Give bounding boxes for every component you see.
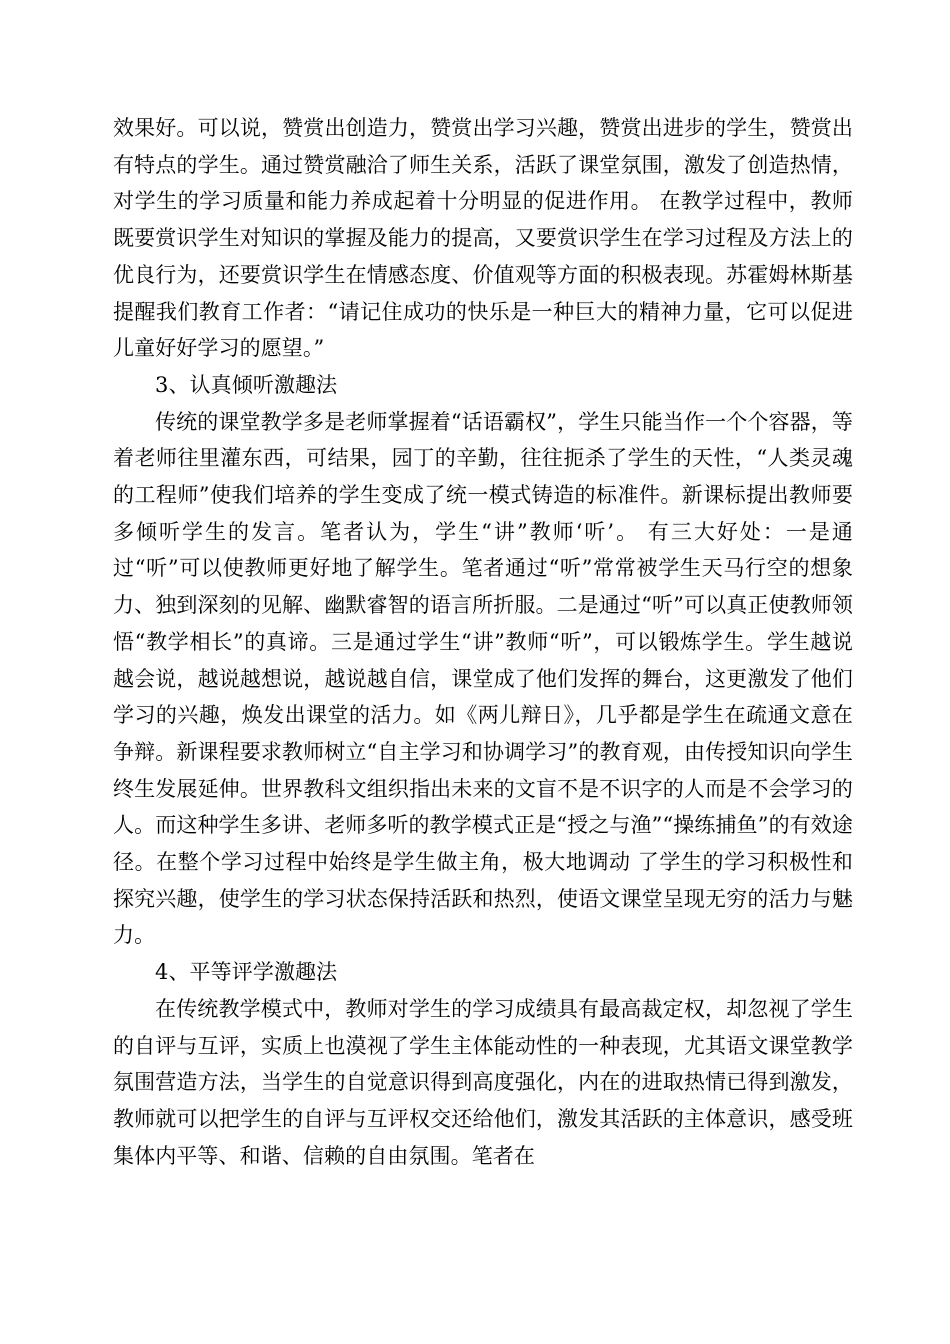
document-body (113, 110, 853, 1174)
section-heading-3: 3、认真倾听激趣法 (155, 372, 338, 397)
section-heading-4: 4、平等评学激趣法 (155, 960, 338, 985)
paragraph-listening: 传统的课堂教学多是老师掌握着“话语霸权”，学生只能当作一个个容器，等着老师往里灌东西，可结果，园丁的辛勤，往往扼杀了学生的天性，“人类灵魂的工程师”使我们培养的学生变成了统一模式铸造的标准件。新课标提出教师要多倾听学生的发言。笔者认为，学生“讲”教师‘听’。 有三大好处：一是通过“听”可以使教师更好地了解学生。笔者通过“听”常常被学生天马行空的想象力、独到深刻的见解、幽默睿智的语言所折服。二是通过“听”可以真正使教师领悟“教学相长”的真谛。三是通过学生“讲”教师“听”，可以锻炼学生。学生越说越会说，越说越想说，越说越自信，课堂成了他们发挥的舞台，这更激发了他们学习的兴趣，焕发出课堂的活力。如《两儿辩日》，几乎都是学生在疏通文意在争辩。新课程要求教师树立“自主学习和协调学习”的教育观，由传授知识向学生终生发展延伸。世界教科文组织指出未来的文盲不是不识字的人而是不会学习的人。而这种学生多讲、老师多听的教学模式正是“授之与渔”“操练捕鱼”的有效途径。在整个学习过程中始终是学生做主角，极大地调动 了学生的学习积极性和探究兴趣，使学生的学习状态保持活跃和热烈，使语文课堂呈现无穷的活力与魅力。 (113, 409, 853, 948)
paragraph-continuation: 效果好。可以说，赞赏出创造力，赞赏出学习兴趣，赞赏出进步的学生，赞赏出有特点的学生。通过赞赏融洽了师生关系，活跃了课堂氛围，激发了创造热情，对学生的学习质量和能力养成起着十分明显的促进作用。 在教学过程中，教师既要赏识学生对知识的掌握及能力的提高，又要赏识学生在学习过程及方法上的优良行为，还要赏识学生在情感态度、价值观等方面的积极表现。苏霍姆林斯基提醒我们教育工作者：“请记住成功的快乐是一种巨大的精神力量，它可以促进儿童好好学习的愿望。” (113, 116, 853, 361)
paragraph-evaluation: 在传统教学模式中，教师对学生的学习成绩具有最高裁定权，却忽视了学生的自评与互评，实质上也漠视了学生主体能动性的一种表现，尤其语文课堂教学氛围营造方法，当学生的自觉意识得到高度强化，内在的进取热情已得到激发，教师就可以把学生的自评与互评权交还给他们，激发其活跃的主体意识，感受班集体内平等、和谐、信赖的自由氛围。笔者在 (113, 996, 853, 1168)
